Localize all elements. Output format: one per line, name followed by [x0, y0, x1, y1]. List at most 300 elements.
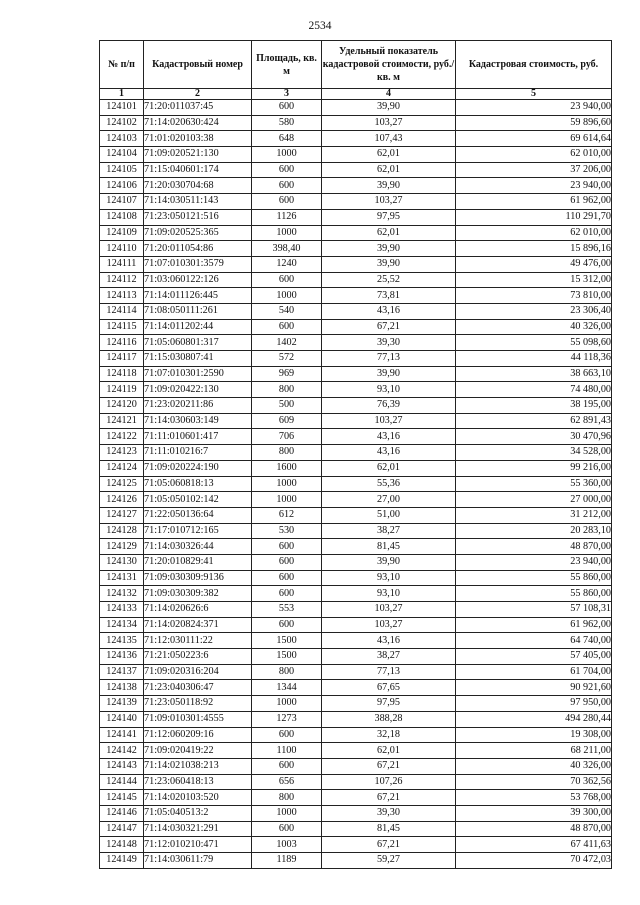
header-cadastral-number: Кадастровый номер	[144, 41, 252, 89]
cell-cadastral-number: 71:14:030511:143	[144, 194, 252, 210]
cell-unit-value: 43,16	[322, 445, 456, 461]
cell-row-number: 124138	[100, 680, 144, 696]
page-number: 2534	[308, 20, 332, 32]
cell-area: 1500	[252, 649, 322, 665]
cell-area: 500	[252, 398, 322, 414]
cell-cadastral-value: 74 480,00	[456, 382, 612, 398]
cell-row-number: 124105	[100, 162, 144, 178]
cell-cadastral-number: 71:22:050136:64	[144, 507, 252, 523]
cell-cadastral-value: 31 212,00	[456, 507, 612, 523]
table-row	[100, 743, 612, 759]
cell-cadastral-value: 110 291,70	[456, 209, 612, 225]
cell-cadastral-value: 23 940,00	[456, 554, 612, 570]
cell-row-number: 124141	[100, 727, 144, 743]
table-row	[100, 147, 612, 163]
cell-cadastral-value: 23 940,00	[456, 178, 612, 194]
cell-row-number: 124142	[100, 743, 144, 759]
column-number: 4	[322, 89, 456, 100]
table-row	[100, 523, 612, 539]
cell-area: 600	[252, 272, 322, 288]
cell-area: 800	[252, 382, 322, 398]
table-row	[100, 837, 612, 853]
cell-unit-value: 97,95	[322, 696, 456, 712]
cell-area: 1000	[252, 147, 322, 163]
cell-cadastral-value: 59 896,60	[456, 115, 612, 131]
cell-area: 600	[252, 727, 322, 743]
cell-unit-value: 81,45	[322, 539, 456, 555]
cell-cadastral-number: 71:15:030807:41	[144, 351, 252, 367]
cell-unit-value: 39,30	[322, 335, 456, 351]
cell-cadastral-number: 71:09:020224:190	[144, 460, 252, 476]
column-number: 2	[144, 89, 252, 100]
table-row	[100, 178, 612, 194]
cell-cadastral-value: 61 962,00	[456, 194, 612, 210]
cell-cadastral-value: 27 000,00	[456, 492, 612, 508]
cell-area: 600	[252, 162, 322, 178]
cell-area: 1500	[252, 633, 322, 649]
cell-cadastral-number: 71:09:020521:130	[144, 147, 252, 163]
cell-cadastral-number: 71:09:030309:382	[144, 586, 252, 602]
table-row	[100, 241, 612, 257]
table-row	[100, 209, 612, 225]
cell-cadastral-value: 70 472,03	[456, 853, 612, 869]
cell-row-number: 124121	[100, 413, 144, 429]
cell-row-number: 124147	[100, 821, 144, 837]
cell-row-number: 124134	[100, 617, 144, 633]
cell-area: 1344	[252, 680, 322, 696]
table-row	[100, 445, 612, 461]
cell-unit-value: 27,00	[322, 492, 456, 508]
cell-cadastral-number: 71:14:020630:424	[144, 115, 252, 131]
cell-area: 1000	[252, 476, 322, 492]
cell-row-number: 124128	[100, 523, 144, 539]
cell-area: 1000	[252, 288, 322, 304]
cell-row-number: 124118	[100, 366, 144, 382]
cell-unit-value: 103,27	[322, 602, 456, 618]
cell-unit-value: 39,90	[322, 554, 456, 570]
cell-unit-value: 76,39	[322, 398, 456, 414]
cell-cadastral-number: 71:23:060418:13	[144, 774, 252, 790]
table-row	[100, 460, 612, 476]
cell-area: 553	[252, 602, 322, 618]
table-row	[100, 633, 612, 649]
cell-unit-value: 93,10	[322, 570, 456, 586]
cell-area: 609	[252, 413, 322, 429]
cell-area: 530	[252, 523, 322, 539]
cell-cadastral-value: 23 940,00	[456, 100, 612, 116]
cell-cadastral-number: 71:11:010601:417	[144, 429, 252, 445]
cell-cadastral-value: 99 216,00	[456, 460, 612, 476]
cell-cadastral-number: 71:07:010301:2590	[144, 366, 252, 382]
table-row	[100, 100, 612, 116]
cell-row-number: 124114	[100, 303, 144, 319]
cell-cadastral-number: 71:20:011037:45	[144, 100, 252, 116]
table-row	[100, 790, 612, 806]
cell-cadastral-number: 71:09:020525:365	[144, 225, 252, 241]
cell-unit-value: 62,01	[322, 147, 456, 163]
cell-area: 600	[252, 554, 322, 570]
table-row	[100, 821, 612, 837]
cell-area: 1003	[252, 837, 322, 853]
cell-unit-value: 107,43	[322, 131, 456, 147]
cell-area: 600	[252, 570, 322, 586]
table-row	[100, 805, 612, 821]
cell-area: 612	[252, 507, 322, 523]
cell-area: 1273	[252, 711, 322, 727]
cell-row-number: 124119	[100, 382, 144, 398]
table-row	[100, 758, 612, 774]
cell-cadastral-value: 20 283,10	[456, 523, 612, 539]
table-row	[100, 617, 612, 633]
cell-cadastral-number: 71:09:020422:130	[144, 382, 252, 398]
cell-unit-value: 43,16	[322, 303, 456, 319]
table-row	[100, 382, 612, 398]
cell-unit-value: 103,27	[322, 115, 456, 131]
cell-area: 1240	[252, 256, 322, 272]
cell-row-number: 124102	[100, 115, 144, 131]
cell-area: 1000	[252, 492, 322, 508]
cell-row-number: 124131	[100, 570, 144, 586]
cell-cadastral-value: 38 195,00	[456, 398, 612, 414]
cell-unit-value: 388,28	[322, 711, 456, 727]
cell-row-number: 124149	[100, 853, 144, 869]
cell-unit-value: 62,01	[322, 460, 456, 476]
cell-area: 648	[252, 131, 322, 147]
cell-cadastral-number: 71:08:050111:261	[144, 303, 252, 319]
cell-unit-value: 103,27	[322, 413, 456, 429]
cell-cadastral-number: 71:17:010712:165	[144, 523, 252, 539]
cell-cadastral-value: 48 870,00	[456, 539, 612, 555]
cell-unit-value: 39,30	[322, 805, 456, 821]
cell-unit-value: 97,95	[322, 209, 456, 225]
cell-cadastral-number: 71:14:030326:44	[144, 539, 252, 555]
column-number: 5	[456, 89, 612, 100]
cell-row-number: 124101	[100, 100, 144, 116]
header-row-number: № п/п	[100, 41, 144, 89]
cell-cadastral-number: 71:14:020824:371	[144, 617, 252, 633]
cell-unit-value: 81,45	[322, 821, 456, 837]
cell-unit-value: 103,27	[322, 617, 456, 633]
table-row	[100, 398, 612, 414]
cell-cadastral-value: 494 280,44	[456, 711, 612, 727]
cell-area: 572	[252, 351, 322, 367]
cell-cadastral-number: 71:14:020626:6	[144, 602, 252, 618]
cell-cadastral-number: 71:14:030603:149	[144, 413, 252, 429]
table-row	[100, 711, 612, 727]
cell-cadastral-value: 68 211,00	[456, 743, 612, 759]
cell-area: 600	[252, 539, 322, 555]
cell-area: 600	[252, 758, 322, 774]
cell-row-number: 124130	[100, 554, 144, 570]
cell-cadastral-value: 55 360,00	[456, 476, 612, 492]
table-row	[100, 602, 612, 618]
cell-cadastral-number: 71:12:060209:16	[144, 727, 252, 743]
cell-unit-value: 103,27	[322, 194, 456, 210]
cell-row-number: 124126	[100, 492, 144, 508]
cell-unit-value: 59,27	[322, 853, 456, 869]
cell-area: 600	[252, 100, 322, 116]
table-row	[100, 366, 612, 382]
header-unit-value: Удельный показатель кадастровой стоимости, руб./кв. м	[322, 41, 456, 89]
table-row	[100, 649, 612, 665]
cell-cadastral-number: 71:09:010301:4555	[144, 711, 252, 727]
cell-cadastral-number: 71:14:030321:291	[144, 821, 252, 837]
cell-cadastral-number: 71:23:050118:92	[144, 696, 252, 712]
cell-row-number: 124115	[100, 319, 144, 335]
cell-unit-value: 39,90	[322, 100, 456, 116]
cell-area: 580	[252, 115, 322, 131]
cell-row-number: 124111	[100, 256, 144, 272]
cell-row-number: 124106	[100, 178, 144, 194]
cell-unit-value: 25,52	[322, 272, 456, 288]
cell-cadastral-number: 71:05:050102:142	[144, 492, 252, 508]
cell-cadastral-value: 15 896,16	[456, 241, 612, 257]
table-row	[100, 539, 612, 555]
cell-cadastral-value: 39 300,00	[456, 805, 612, 821]
cell-row-number: 124145	[100, 790, 144, 806]
cadastral-value-table	[99, 40, 612, 869]
cell-cadastral-value: 40 326,00	[456, 758, 612, 774]
cell-cadastral-number: 71:09:020419:22	[144, 743, 252, 759]
cell-cadastral-number: 71:20:030704:68	[144, 178, 252, 194]
cell-cadastral-number: 71:14:011126:445	[144, 288, 252, 304]
table-row	[100, 696, 612, 712]
cell-cadastral-number: 71:14:030611:79	[144, 853, 252, 869]
cell-unit-value: 55,36	[322, 476, 456, 492]
cell-cadastral-number: 71:05:060818:13	[144, 476, 252, 492]
cell-unit-value: 39,90	[322, 366, 456, 382]
cell-area: 1402	[252, 335, 322, 351]
cell-cadastral-value: 57 405,00	[456, 649, 612, 665]
cell-cadastral-value: 15 312,00	[456, 272, 612, 288]
cell-unit-value: 38,27	[322, 649, 456, 665]
cell-area: 656	[252, 774, 322, 790]
cell-area: 969	[252, 366, 322, 382]
cell-row-number: 124116	[100, 335, 144, 351]
cell-cadastral-value: 23 306,40	[456, 303, 612, 319]
cell-unit-value: 43,16	[322, 633, 456, 649]
table-row	[100, 115, 612, 131]
cell-cadastral-value: 62 010,00	[456, 147, 612, 163]
cell-unit-value: 43,16	[322, 429, 456, 445]
cell-unit-value: 62,01	[322, 162, 456, 178]
table-row	[100, 774, 612, 790]
cell-cadastral-number: 71:05:060801:317	[144, 335, 252, 351]
table-row	[100, 319, 612, 335]
cell-cadastral-value: 34 528,00	[456, 445, 612, 461]
cell-cadastral-number: 71:12:010210:471	[144, 837, 252, 853]
table-row	[100, 162, 612, 178]
table-row	[100, 853, 612, 869]
cell-cadastral-number: 71:07:010301:3579	[144, 256, 252, 272]
cell-row-number: 124112	[100, 272, 144, 288]
cell-cadastral-value: 61 962,00	[456, 617, 612, 633]
table-row	[100, 507, 612, 523]
cell-cadastral-number: 71:03:060122:126	[144, 272, 252, 288]
cell-unit-value: 73,81	[322, 288, 456, 304]
cell-cadastral-number: 71:14:021038:213	[144, 758, 252, 774]
table-row	[100, 131, 612, 147]
cell-cadastral-value: 73 810,00	[456, 288, 612, 304]
cell-cadastral-number: 71:23:050121:516	[144, 209, 252, 225]
cell-area: 1100	[252, 743, 322, 759]
table-row	[100, 256, 612, 272]
cell-cadastral-value: 55 860,00	[456, 586, 612, 602]
cell-cadastral-number: 71:11:010216:7	[144, 445, 252, 461]
cell-cadastral-value: 55 860,00	[456, 570, 612, 586]
cell-cadastral-value: 69 614,64	[456, 131, 612, 147]
cell-unit-value: 39,90	[322, 241, 456, 257]
cell-row-number: 124125	[100, 476, 144, 492]
cell-row-number: 124135	[100, 633, 144, 649]
cell-cadastral-number: 71:12:030111:22	[144, 633, 252, 649]
column-number: 1	[100, 89, 144, 100]
cell-row-number: 124146	[100, 805, 144, 821]
cell-cadastral-number: 71:09:030309:9136	[144, 570, 252, 586]
cell-row-number: 124113	[100, 288, 144, 304]
header-area: Площадь, кв. м	[252, 41, 322, 89]
table-row	[100, 586, 612, 602]
table-row	[100, 288, 612, 304]
cell-row-number: 124129	[100, 539, 144, 555]
cell-row-number: 124123	[100, 445, 144, 461]
cell-area: 1000	[252, 696, 322, 712]
table-row	[100, 413, 612, 429]
cell-cadastral-value: 37 206,00	[456, 162, 612, 178]
cell-area: 600	[252, 178, 322, 194]
cell-row-number: 124120	[100, 398, 144, 414]
table-row	[100, 194, 612, 210]
table-body	[100, 100, 612, 869]
cell-row-number: 124117	[100, 351, 144, 367]
cell-cadastral-value: 49 476,00	[456, 256, 612, 272]
cell-unit-value: 77,13	[322, 351, 456, 367]
cell-unit-value: 39,90	[322, 178, 456, 194]
cell-area: 1000	[252, 805, 322, 821]
cell-unit-value: 67,65	[322, 680, 456, 696]
cell-cadastral-value: 90 921,60	[456, 680, 612, 696]
cell-unit-value: 93,10	[322, 586, 456, 602]
cell-row-number: 124107	[100, 194, 144, 210]
cell-cadastral-value: 48 870,00	[456, 821, 612, 837]
cell-area: 600	[252, 194, 322, 210]
column-number: 3	[252, 89, 322, 100]
cell-cadastral-value: 61 704,00	[456, 664, 612, 680]
cell-area: 398,40	[252, 241, 322, 257]
cell-unit-value: 67,21	[322, 319, 456, 335]
table-row	[100, 225, 612, 241]
cell-row-number: 124122	[100, 429, 144, 445]
cell-area: 800	[252, 664, 322, 680]
cell-area: 706	[252, 429, 322, 445]
cell-area: 600	[252, 617, 322, 633]
cell-cadastral-number: 71:20:011054:86	[144, 241, 252, 257]
table-row	[100, 727, 612, 743]
cell-unit-value: 67,21	[322, 837, 456, 853]
cell-row-number: 124137	[100, 664, 144, 680]
cell-row-number: 124127	[100, 507, 144, 523]
table-row	[100, 680, 612, 696]
cell-unit-value: 67,21	[322, 790, 456, 806]
cell-row-number: 124124	[100, 460, 144, 476]
cell-cadastral-number: 71:23:040306:47	[144, 680, 252, 696]
cell-row-number: 124144	[100, 774, 144, 790]
cell-cadastral-number: 71:09:020316:204	[144, 664, 252, 680]
table-row	[100, 570, 612, 586]
table-row	[100, 272, 612, 288]
cell-area: 800	[252, 445, 322, 461]
cell-row-number: 124133	[100, 602, 144, 618]
cell-unit-value: 93,10	[322, 382, 456, 398]
cell-row-number: 124104	[100, 147, 144, 163]
cell-unit-value: 77,13	[322, 664, 456, 680]
cell-cadastral-value: 55 098,60	[456, 335, 612, 351]
cell-row-number: 124143	[100, 758, 144, 774]
cell-area: 1126	[252, 209, 322, 225]
cell-unit-value: 62,01	[322, 225, 456, 241]
cell-row-number: 124103	[100, 131, 144, 147]
cell-area: 1000	[252, 225, 322, 241]
cell-cadastral-number: 71:20:010829:41	[144, 554, 252, 570]
cell-unit-value: 51,00	[322, 507, 456, 523]
cell-cadastral-value: 44 118,36	[456, 351, 612, 367]
cell-cadastral-number: 71:23:020211:86	[144, 398, 252, 414]
cell-row-number: 124110	[100, 241, 144, 257]
cell-unit-value: 39,90	[322, 256, 456, 272]
cell-row-number: 124132	[100, 586, 144, 602]
cell-area: 540	[252, 303, 322, 319]
cell-cadastral-value: 19 308,00	[456, 727, 612, 743]
cell-cadastral-number: 71:15:040601:174	[144, 162, 252, 178]
cell-unit-value: 107,26	[322, 774, 456, 790]
cell-row-number: 124139	[100, 696, 144, 712]
cell-cadastral-number: 71:05:040513:2	[144, 805, 252, 821]
table-row	[100, 476, 612, 492]
cell-cadastral-value: 70 362,56	[456, 774, 612, 790]
table-row	[100, 664, 612, 680]
cell-cadastral-value: 62 891,43	[456, 413, 612, 429]
cell-cadastral-number: 71:14:020103:520	[144, 790, 252, 806]
cell-cadastral-value: 57 108,31	[456, 602, 612, 618]
table-row	[100, 335, 612, 351]
cell-unit-value: 67,21	[322, 758, 456, 774]
cell-area: 800	[252, 790, 322, 806]
cell-row-number: 124136	[100, 649, 144, 665]
cell-area: 600	[252, 319, 322, 335]
cell-unit-value: 38,27	[322, 523, 456, 539]
table-row	[100, 303, 612, 319]
cell-row-number: 124148	[100, 837, 144, 853]
cell-unit-value: 62,01	[322, 743, 456, 759]
cell-cadastral-value: 97 950,00	[456, 696, 612, 712]
cell-cadastral-value: 30 470,96	[456, 429, 612, 445]
header-cadastral-value: Кадастровая стоимость, руб.	[456, 41, 612, 89]
cell-area: 600	[252, 821, 322, 837]
cell-row-number: 124108	[100, 209, 144, 225]
cell-row-number: 124140	[100, 711, 144, 727]
cell-cadastral-number: 71:14:011202:44	[144, 319, 252, 335]
cell-unit-value: 32,18	[322, 727, 456, 743]
cell-cadastral-value: 64 740,00	[456, 633, 612, 649]
cell-row-number: 124109	[100, 225, 144, 241]
table-row	[100, 351, 612, 367]
cell-cadastral-value: 40 326,00	[456, 319, 612, 335]
table-row	[100, 554, 612, 570]
cell-cadastral-value: 38 663,10	[456, 366, 612, 382]
cell-area: 1189	[252, 853, 322, 869]
table-row	[100, 429, 612, 445]
cell-cadastral-number: 71:21:050223:6	[144, 649, 252, 665]
